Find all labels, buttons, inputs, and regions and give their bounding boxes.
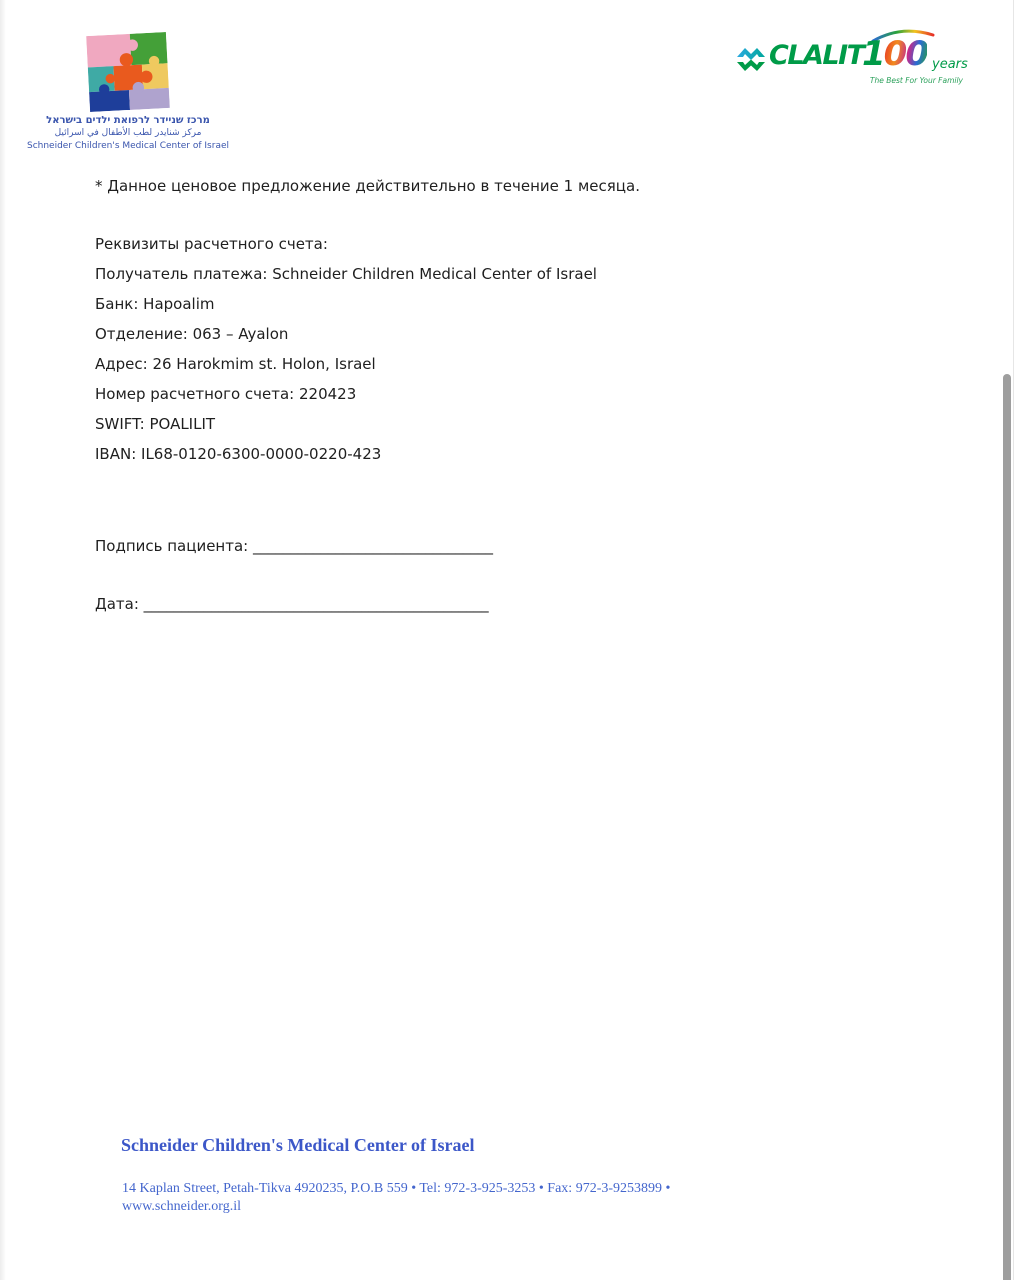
footer-title: Schneider Children's Medical Center of Israel bbox=[121, 1135, 475, 1155]
date-line: Дата: ______________________________________________ bbox=[95, 595, 489, 613]
bank-detail-branch: Отделение: 063 – Ayalon bbox=[95, 325, 289, 343]
scrollbar-thumb[interactable] bbox=[1003, 374, 1011, 1280]
bank-detail-swift: SWIFT: POALILIT bbox=[95, 415, 216, 433]
clalit-wordmark: CLALIT bbox=[769, 40, 864, 71]
bank-details bbox=[95, 229, 597, 469]
bank-detail-iban: IBAN: IL68-0120-6300-0000-0220-423 bbox=[95, 445, 382, 463]
bank-detail-payee: Получатель платежа: Schneider Children Medical Center of Israel bbox=[95, 265, 597, 283]
schneider-logo-hebrew-text: מרכז שניידר לרפואת ילדים בישראל bbox=[46, 115, 210, 126]
footer-address-line2: www.schneider.org.il bbox=[122, 1199, 241, 1214]
clalit-100-number bbox=[862, 34, 927, 74]
bank-detail-address: Адрес: 26 Harokmim st. Holon, Israel bbox=[95, 355, 376, 373]
bank-detail-bank: Банк: Hapoalim bbox=[95, 295, 215, 313]
clalit-100-zeros: 00 bbox=[883, 34, 927, 74]
page-left-edge bbox=[0, 0, 6, 1280]
schneider-logo-arabic-text: مركز شنايدر لطب الأطفال في اسرائيل bbox=[54, 128, 202, 138]
clalit-tagline: The Best For Your Family bbox=[869, 76, 963, 85]
schneider-logo bbox=[20, 34, 236, 153]
clalit-years-label: years bbox=[932, 57, 968, 72]
clalit-star-icon bbox=[735, 45, 767, 79]
footer-address bbox=[122, 1180, 782, 1216]
bank-detail-account-number: Номер расчетного счета: 220423 bbox=[95, 385, 357, 403]
footer-address-line1: 14 Kaplan Street, Petah-Tikva 4920235, P.O.B 559 • Tel: 972-3-925-3253 • Fax: 972-3-9253899 • bbox=[122, 1181, 671, 1196]
puzzle-logo-icon bbox=[86, 32, 170, 112]
clalit-logo bbox=[735, 34, 968, 88]
patient-signature-line: Подпись пациента: ________________________________ bbox=[95, 537, 493, 555]
bank-details-heading: Реквизиты расчетного счета: bbox=[95, 235, 328, 253]
validity-note: * Данное ценовое предложение действительно в течение 1 месяца. bbox=[95, 177, 640, 195]
schneider-logo-english-text: Schneider Children's Medical Center of Israel bbox=[26, 141, 229, 151]
clalit-100-digit-one: 1 bbox=[862, 34, 884, 74]
